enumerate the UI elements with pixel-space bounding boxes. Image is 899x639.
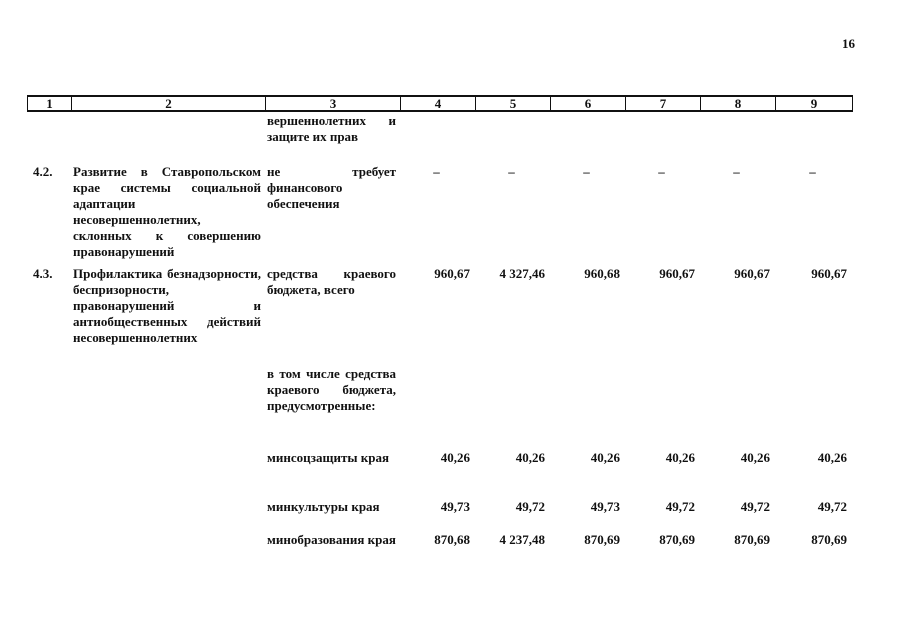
value-cell: 49,72 [817,499,847,514]
value-cell: – [433,164,440,179]
table-header-row [27,95,853,112]
column-header: 6 [550,97,625,110]
value-cell: 870,69 [734,532,770,547]
funding-source: в том числе средства краевого бюджета, предусмотренные: [267,366,396,413]
value-cell: 49,72 [515,499,545,514]
funding-source: не требует финансового обеспечения [267,164,396,211]
measure-name [70,450,264,499]
measure-name [70,499,264,532]
row-number: 4.2. [33,164,53,179]
value-cell [624,113,699,164]
measure-name [70,366,264,450]
value-cell: 40,26 [665,450,695,465]
value-cell: 870,69 [811,532,847,547]
column-header: 8 [700,97,775,110]
measure-name: Профилактика безнадзорности, беспризорности, правонарушений и антиобщественных действий несовершеннолетних [73,266,261,345]
measure-name [70,532,264,568]
measure-name: Развитие в Ставропольском крае системы социальной адаптации несовершеннолетних, склонных к совершению правонарушений [73,164,261,259]
table-row [27,112,852,164]
value-cell: – [658,164,665,179]
table-row [27,366,852,450]
column-header: 7 [625,97,700,110]
funding-source: минкультуры края [267,499,380,514]
value-cell [699,113,774,164]
value-cell [774,113,851,164]
column-header: 2 [71,97,265,110]
value-cell [549,366,624,450]
value-cell: 870,69 [584,532,620,547]
value-cell [399,366,474,450]
value-cell: 49,73 [590,499,620,514]
column-header: 5 [475,97,550,110]
value-cell: 4 237,48 [499,532,545,547]
value-cell [699,366,774,450]
funding-source: минсоцзащиты края [267,450,389,465]
value-cell: – [508,164,515,179]
row-number [27,366,70,450]
value-cell: 960,68 [584,266,620,281]
value-cell: 49,72 [740,499,770,514]
value-cell [474,366,549,450]
table-row [27,450,852,499]
column-header: 9 [775,97,852,110]
value-cell: 4 327,46 [499,266,545,281]
value-cell: 40,26 [515,450,545,465]
value-cell: 40,26 [440,450,470,465]
value-cell: – [583,164,590,179]
value-cell: 40,26 [817,450,847,465]
value-cell [399,113,474,164]
value-cell: 870,68 [434,532,470,547]
value-cell [774,366,851,450]
value-cell: 960,67 [811,266,847,281]
funding-source: минобразования края [267,532,396,547]
row-number [27,532,70,568]
row-number [27,450,70,499]
value-cell: 49,72 [665,499,695,514]
value-cell [549,113,624,164]
value-cell: 40,26 [590,450,620,465]
value-cell: 870,69 [659,532,695,547]
value-cell: 960,67 [659,266,695,281]
table-row [27,532,852,568]
row-number: 4.3. [33,266,53,281]
column-header: 3 [265,97,400,110]
value-cell: 40,26 [740,450,770,465]
value-cell [474,113,549,164]
table-row [27,164,852,266]
column-header: 1 [46,96,53,111]
row-number [27,499,70,532]
value-cell: – [809,164,816,179]
funding-source: вершеннолетних и защите их прав [267,113,396,144]
value-cell: 960,67 [434,266,470,281]
value-cell [624,366,699,450]
data-table [27,95,852,568]
value-cell: 960,67 [734,266,770,281]
value-cell: 49,73 [440,499,470,514]
row-number [27,113,70,164]
table-row [27,499,852,532]
value-cell: – [733,164,740,179]
funding-source: средства краевого бюджета, всего [267,266,396,297]
column-header: 4 [400,97,475,110]
table-row [27,266,852,366]
page-number: 16 [842,36,855,51]
measure-name [70,113,264,164]
